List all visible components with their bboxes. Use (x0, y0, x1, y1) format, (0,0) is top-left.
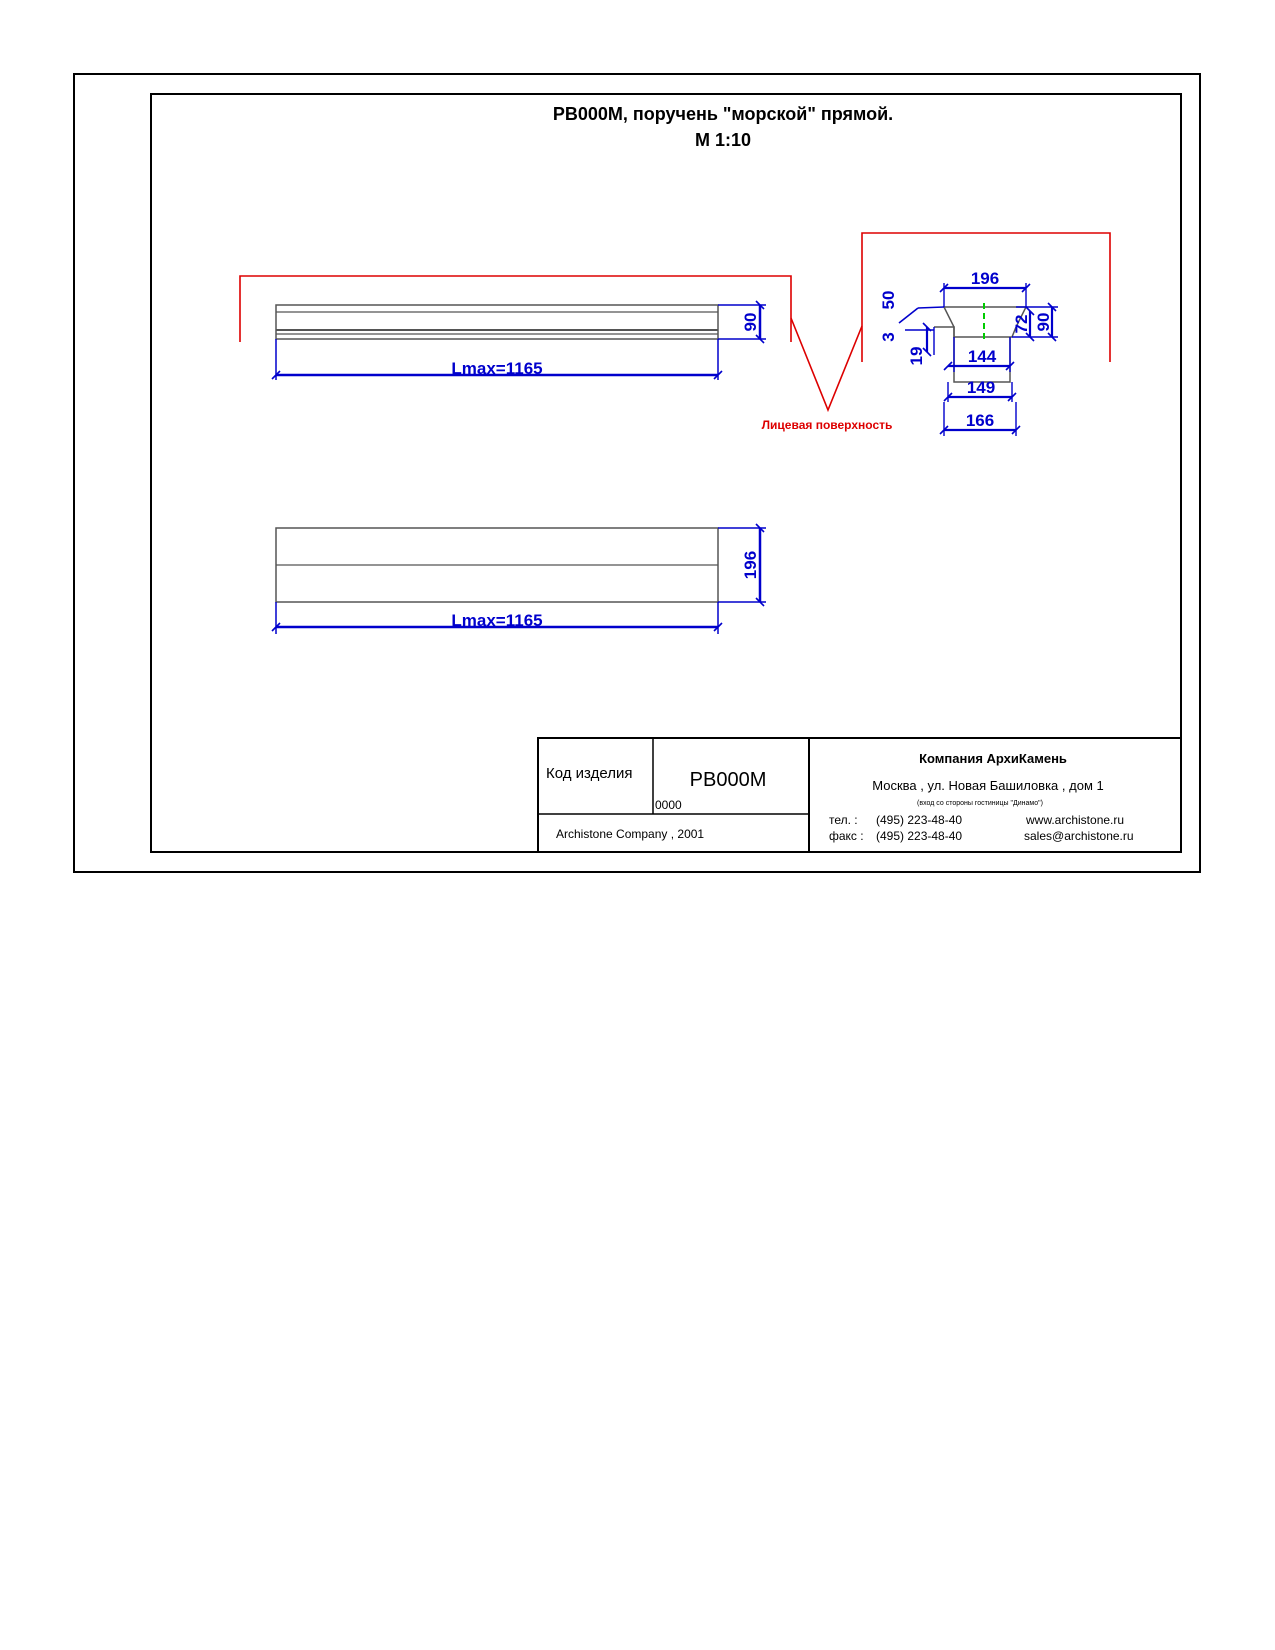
plan-width-dim-label: 196 (741, 550, 760, 580)
face-bracket-section (862, 233, 1110, 362)
fax-value: (495) 223-48-40 (876, 829, 963, 843)
cross-section (862, 233, 1110, 436)
code-sub: 0000 (655, 798, 682, 812)
face-pointer (791, 318, 862, 410)
dim-19-label: 19 (907, 346, 926, 366)
email: sales@archistone.ru (1024, 829, 1134, 843)
dim-50-label: 50 (879, 290, 898, 310)
tel-value: (495) 223-48-40 (876, 813, 963, 827)
dim-3-label: 3 (879, 332, 898, 342)
title-block (538, 738, 1181, 852)
company-name: Компания АрхиКамень (919, 751, 1067, 766)
fax-label: факс : (829, 829, 864, 843)
length-dim-label: Lmax=1165 (451, 359, 543, 378)
copyright: Archistone Company , 2001 (556, 827, 705, 841)
company-address: Москва , ул. Новая Башиловка , дом 1 (872, 778, 1104, 793)
code-label: Код изделия (546, 765, 633, 782)
leader-50 (918, 307, 944, 308)
website: www.archistone.ru (1026, 813, 1125, 827)
dim-144-label: 144 (967, 347, 997, 366)
dim-196-label: 196 (970, 269, 1000, 288)
code-value: PB000M (689, 769, 767, 791)
dim-72-label: 72 (1012, 314, 1031, 334)
height-dim-label: 90 (741, 312, 760, 332)
drawing-title: PB000M, поручень "морской" прямой. (552, 104, 894, 124)
plan-view (276, 528, 766, 634)
dim-90-label: 90 (1034, 312, 1053, 332)
address-note: (вход со стороны гостиницы "Динамо") (917, 800, 1043, 807)
face-bracket-side (240, 276, 791, 342)
face-label: Лицевая поверхность (761, 418, 893, 432)
side-view (240, 276, 791, 380)
dim-166-label: 166 (965, 411, 995, 430)
drawing-scale: M 1:10 (694, 130, 752, 150)
tel-label: тел. : (829, 813, 858, 827)
plan-length-dim-label: Lmax=1165 (451, 611, 543, 630)
dim-149-label: 149 (966, 378, 996, 397)
leader-50 (899, 308, 918, 323)
